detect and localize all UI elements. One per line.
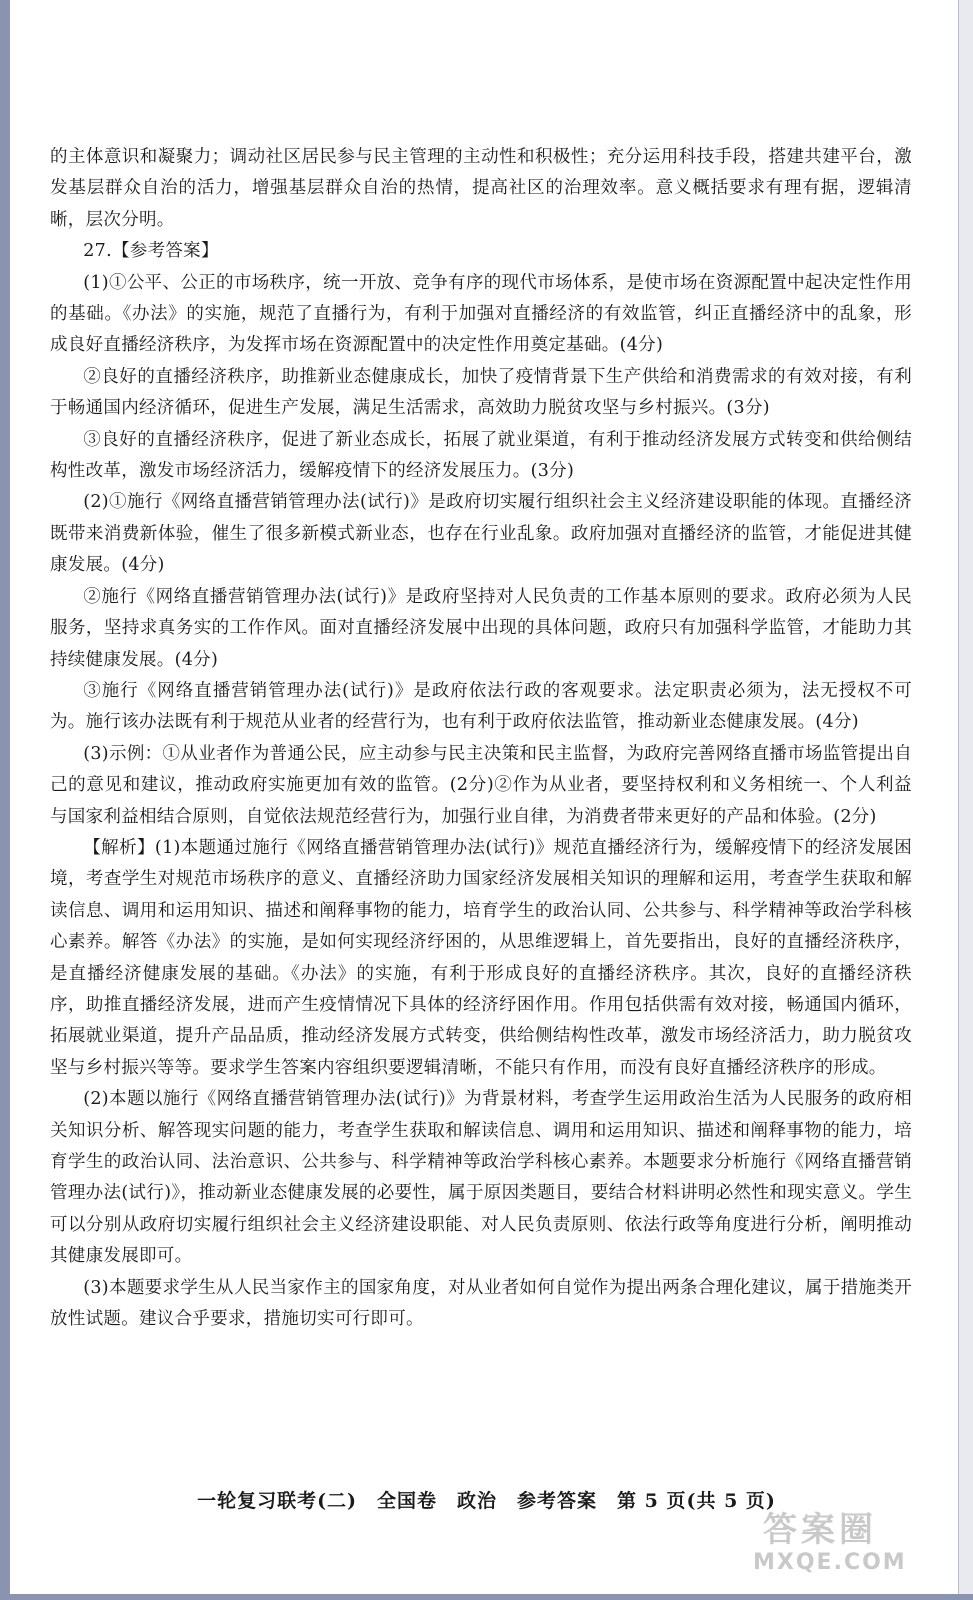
answer-2-point-2: ②施行《网络直播营销管理办法(试行)》是政府坚持对人民负责的工作基本原则的要求。政府必须为人民服务，坚持求真务实的工作作风。面对直播经济发展中出现的具体问题，政府只有加强科学监管，才能助力其持续健康发展。(4分) — [50, 586, 912, 670]
logo-domain: MXQE.COM — [753, 1550, 907, 1575]
logo-text: 答案圈 — [763, 1510, 877, 1550]
answer-1-point-2: ②良好的直播经济秩序，助推新业态健康成长，加快了疫情背景下生产供给和消费需求的有效对接，有利于畅通国内经济循环，促进生产发展，满足生活需求，高效助力脱贫攻坚与乡村振兴。(3分) — [50, 366, 912, 419]
site-logo-watermark — [753, 1510, 943, 1580]
page-footer: 一轮复习联考(二) 全国卷 政治 参考答案 第 5 页(共 5 页) — [197, 1490, 776, 1512]
answer-2-point-3: ③施行《网络直播营销管理办法(试行)》是政府依法行政的客观要求。法定职责必须为，法无授权不可为。施行该办法既有利于规范从业者的经营行为，也有利于政府依法监管，推动新业态健康发展。(4分) — [50, 680, 912, 733]
paragraph-continuation: 的主体意识和凝聚力；调动社区居民参与民主管理的主动性和积极性；充分运用科技手段，搭建共建平台，激发基层群众自治的活力，增强基层群众自治的热情，提高社区的治理效率。意义概括要求有理有据，逻辑清晰，层次分明。 — [50, 147, 912, 230]
answer-1-point-1: (1)①公平、公正的市场秩序，统一开放、竞争有序的现代市场体系，是使市场在资源配置中起决定性作用的基础。《办法》的实施，规范了直播行为，有利于加强对直播经济的有效监管，纠正直播经济中的乱象，形成良好直播经济秩序，为发挥市场在资源配置中的决定性作用奠定基础。(4分) — [50, 272, 912, 356]
question-27-heading: 27.【参考答案】 — [83, 241, 219, 262]
answer-3-example: (3)示例：①从业者作为普通公民，应主动参与民主决策和民主监督，为政府完善网络直播市场监管提出自己的意见和建议，推动政府实施更加有效的监管。(2分)②作为从业者，要坚持权利和义务相统一、个人利益与国家利益相结合原则，自觉依法规范经营行为，加强行业自律，为消费者带来更好的产品和体验。(2分) — [50, 743, 912, 827]
analysis-part-1: 【解析】(1)本题通过施行《网络直播营销管理办法(试行)》规范直播经济行为，缓解疫情下的经济发展困境，考查学生对规范市场秩序的意义、直播经济助力国家经济发展相关知识的理解和运用，考查学生获取和解读信息、调用和运用知识、描述和阐释事物的能力，培育学生的政治认同、公共参与、科学精神等政治学科核心素养。解答《办法》的实施，是如何实现经济纾困的，从思维逻辑上，首先要指出，良好的直播经济秩序，是直播经济健康发展的基础。《办法》的实施，有利于形成良好的直播经济秩序。其次，良好的直播经济秩序，助推直播经济发展，进而产生疫情情况下具体的经济纾困作用。作用包括供需有效对接，畅通国内循环，拓展就业渠道，提升产品品质，推动经济发展方式转变，供给侧结构性改革，激发市场经济活力，助力脱贫攻坚与乡村振兴等等。要求学生答案内容组织要逻辑清晰，不能只有作用，而没有良好直播经济秩序的形成。 — [50, 837, 912, 1078]
answer-1-point-3: ③良好的直播经济秩序，促进了新业态成长，拓展了就业渠道，有利于推动经济发展方式转变和供给侧结构性改革，激发市场经济活力，缓解疫情下的经济发展压力。(3分) — [50, 429, 912, 482]
answer-content — [50, 142, 912, 1335]
page-frame-left — [0, 0, 10, 1600]
answer-2-point-1: (2)①施行《网络直播营销管理办法(试行)》是政府切实履行组织社会主义经济建设职能的体现。直播经济既带来消费新体验，催生了很多新模式新业态，也存在行业乱象。政府加强对直播经济的监管，才能促进其健康发展。(4分) — [50, 492, 912, 576]
page-frame-bottom — [0, 1594, 973, 1600]
analysis-part-3: (3)本题要求学生从人民当家作主的国家角度，对从业者如何自觉作为提出两条合理化建议，属于措施类开放性试题。建议合乎要求，措施切实可行即可。 — [50, 1277, 912, 1330]
page-frame-right — [958, 0, 973, 1600]
analysis-part-2: (2)本题以施行《网络直播营销管理办法(试行)》为背景材料，考查学生运用政治生活为人民服务的政府相关知识分析、解答现实问题的能力，考查学生获取和解读信息、调用和运用知识、描述和阐释事物的能力，培育学生的政治认同、法治意识、公共参与、科学精神等政治学科核心素养。本题要求分析施行《网络直播营销管理办法(试行)》，推动新业态健康发展的必要性，属于原因类题目，要结合材料讲明必然性和现实意义。学生可以分别从政府切实履行组织社会主义经济建设职能、对人民负责原则、依法行政等角度进行分析，阐明推动其健康发展即可。 — [50, 1089, 912, 1267]
